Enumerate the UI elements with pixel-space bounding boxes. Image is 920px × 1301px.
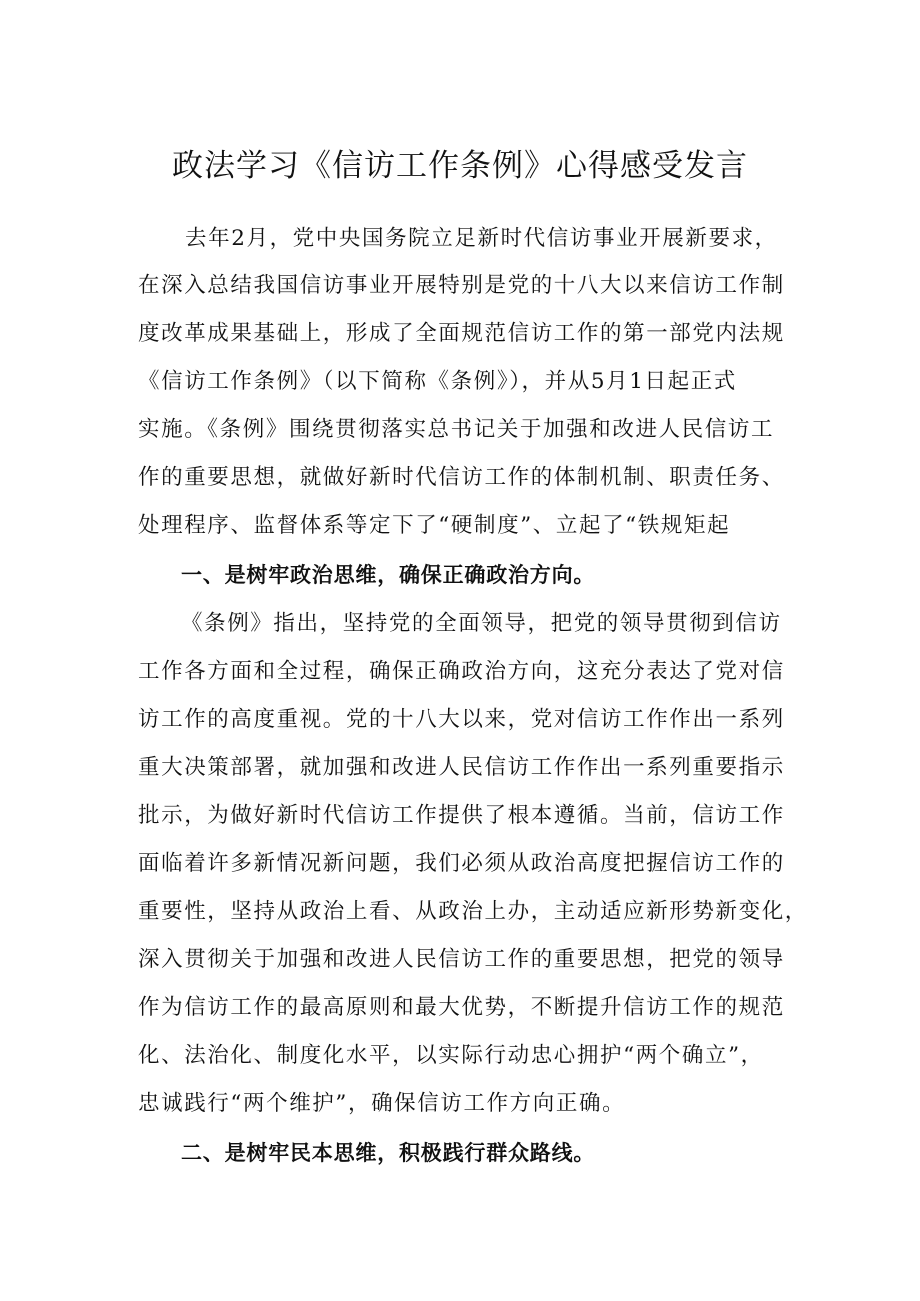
- paragraph-1-line: 度改革成果基础上，形成了全面规范信访工作的第一部党内法规: [138, 321, 785, 346]
- paragraph-2-line: 重大决策部署，就加强和改进人民信访工作作出一系列重要指示: [138, 755, 785, 780]
- paragraph-2-line: 《条例》指出，坚持党的全面领导，把党的领导贯彻到信访: [181, 611, 782, 636]
- paragraph-1-line: 去年2月，党中央国务院立足新时代信访事业开展新要求，: [185, 226, 778, 251]
- paragraph-2-line: 重要性，坚持从政治上看、从政治上办，主动适应新形势新变化，: [138, 899, 808, 924]
- paragraph-1-line: 作的重要思想，就做好新时代信访工作的体制机制、职责任务、: [138, 465, 785, 490]
- paragraph-2-line: 访工作的高度重视。党的十八大以来，党对信访工作作出一系列: [138, 707, 785, 732]
- paragraph-1-line: 《信访工作条例》（以下简称《条例》），并从5月1日起正式: [138, 369, 737, 394]
- paragraph-2-line: 化、法治化、制度化水平，以实际行动忠心拥护“两个确立”，: [138, 1043, 764, 1068]
- document-title: 政法学习《信访工作条例》心得感受发言: [172, 148, 748, 184]
- paragraph-2-line: 忠诚践行“两个维护”，确保信访工作方向正确。: [138, 1091, 626, 1116]
- paragraph-1-line: 在深入总结我国信访事业开展特别是党的十八大以来信访工作制: [138, 273, 785, 298]
- paragraph-2-line: 批示，为做好新时代信访工作提供了根本遵循。当前，信访工作: [138, 803, 785, 828]
- paragraph-2-line: 工作各方面和全过程，确保正确政治方向，这充分表达了党对信: [138, 659, 785, 684]
- section-heading-1: 一、是树牢政治思维，确保正确政治方向。: [181, 563, 596, 587]
- paragraph-1-line: 处理程序、监督体系等定下了“硬制度”、立起了“铁规矩起: [138, 513, 731, 538]
- paragraph-2-line: 深入贯彻关于加强和改进人民信访工作的重要思想，把党的领导: [138, 947, 785, 972]
- paragraph-1-line: 实施。《条例》围绕贯彻落实总书记关于加强和改进人民信访工: [138, 417, 775, 442]
- paragraph-2-line: 作为信访工作的最高原则和最大优势，不断提升信访工作的规范: [138, 995, 785, 1020]
- section-heading-2: 二、是树牢民本思维，积极践行群众路线。: [181, 1141, 596, 1165]
- paragraph-2-line: 面临着许多新情况新问题，我们必须从政治高度把握信访工作的: [138, 851, 785, 876]
